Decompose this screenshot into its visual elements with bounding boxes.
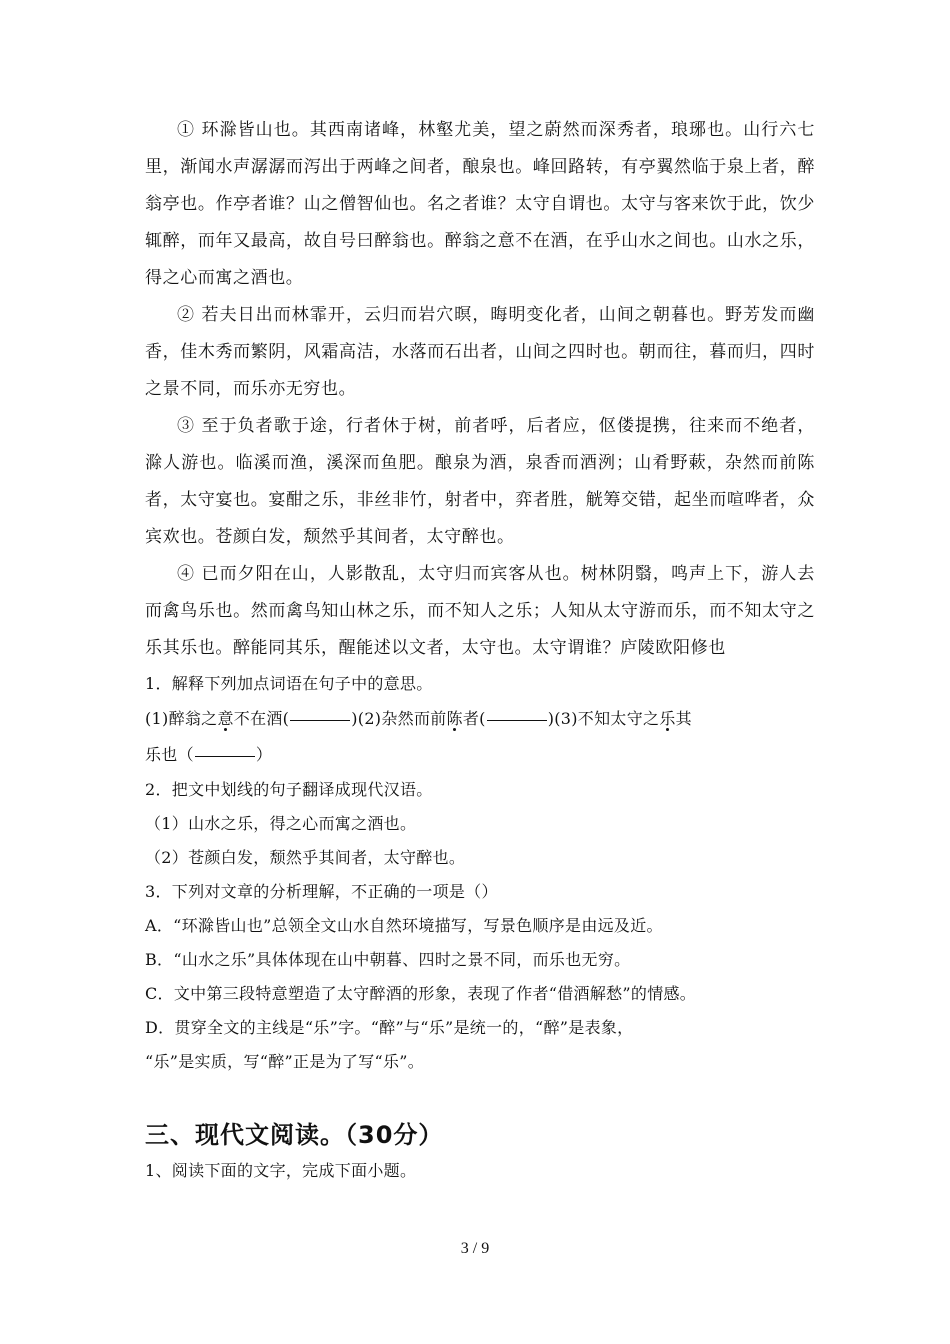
question-2-sentence-1: （1）山水之乐，得之心而寓之酒也。 <box>145 814 417 833</box>
question-3-option-c: C．文中第三段特意塑造了太守醉酒的形象，表现了作者“借酒解愁”的情感。 <box>145 984 697 1003</box>
question-3-option-d-line2: “乐”是实质，写“醉”正是为了写“乐”。 <box>145 1052 425 1071</box>
passage-paragraph-1: ① 环滁皆山也。其西南诸峰，林壑尤美，望之蔚然而深秀者，琅琊也。山行六七里，渐闻水声潺潺而泻出于两峰之间者，酿泉也。峰回路转，有亭翼然临于泉上者，醉翁亭也。作亭者谁？山之僧智仙也。名之者谁？太守自谓也。太守与客来饮于此，饮少辄醉，而年又最高，故自号曰醉翁也。醉翁之意不在酒，在乎山水之间也。山水之乐，得之心而寓之酒也。 <box>145 120 815 288</box>
section-3-title: 三、现代文阅读。（30分） <box>145 1121 444 1149</box>
document-content <box>145 112 815 1188</box>
question-3-option-d-line1: D．贯穿全文的主线是“乐”字。“醉”与“乐”是统一的，“醉”是表象， <box>145 1018 634 1037</box>
q1-c-dotted-word: 乐 <box>659 709 676 728</box>
q1-c-pre: )(3)不知太守之 <box>547 709 660 728</box>
page-number: 3 / 9 <box>460 1240 490 1257</box>
q1-b-pre: )(2)杂然而前 <box>351 709 447 728</box>
question-1-stem: 1．解释下列加点词语在句子中的意思。 <box>145 674 433 693</box>
q1-c-post: 其 <box>675 709 692 728</box>
q1-b-dotted-word: 陈 <box>446 709 463 728</box>
passage-paragraph-2: ② 若夫日出而林霏开，云归而岩穴暝，晦明变化者，山间之朝暮也。野芳发而幽香，佳木秀而繁阴，风霜高洁，水落而石出者，山间之四时也。朝而往，暮而归，四时之景不同，而乐亦无穷也。 <box>145 305 815 399</box>
question-1-items <box>145 701 815 773</box>
q1-a-dotted-word: 意 <box>217 709 234 728</box>
passage-paragraph-4: ④ 已而夕阳在山，人影散乱，太守归而宾客从也。树林阴翳，鸣声上下，游人去而禽鸟乐也。然而禽鸟知山林之乐，而不知人之乐；人知从太守游而乐，而不知太守之乐其乐也。醉能同其乐，醒能述以文者，太守也。太守谓谁？庐陵欧阳修也 <box>145 564 815 658</box>
question-2-sentence-2: （2）苍颜白发，颓然乎其间者，太守醉也。 <box>145 848 466 867</box>
question-3-option-a: A．“环滁皆山也”总领全文山水自然环境描写，写景色顺序是由远及近。 <box>145 916 663 935</box>
passage-paragraph-3: ③ 至于负者歌于途，行者休于树，前者呼，后者应，伛偻提携，往来而不绝者，滁人游也。临溪而渔，溪深而鱼肥。酿泉为酒，泉香而酒洌；山肴野蔌，杂然而前陈者，太守宴也。宴酣之乐，非丝非竹，射者中，弈者胜，觥筹交错，起坐而喧哗者，众宾欢也。苍颜白发，颓然乎其间者，太守醉也。 <box>145 416 815 547</box>
answer-blank-1[interactable] <box>290 719 350 721</box>
q1-a-post: 不在酒( <box>233 709 290 728</box>
q1-b-post: 者( <box>462 709 486 728</box>
q1-d-pre: 乐也（ <box>145 745 194 764</box>
question-2-stem: 2．把文中划线的句子翻译成现代汉语。 <box>145 780 433 799</box>
section-3-intro: 1、阅读下面的文字，完成下面小题。 <box>145 1161 417 1180</box>
answer-blank-3[interactable] <box>195 755 255 757</box>
q1-d-post: ） <box>255 745 273 764</box>
answer-blank-2[interactable] <box>487 719 547 721</box>
question-3-stem: 3．下列对文章的分析理解，不正确的一项是（） <box>145 882 498 901</box>
q1-a-pre: (1)醉翁之 <box>145 709 218 728</box>
question-3-option-b: B．“山水之乐”具体体现在山中朝暮、四时之景不同，而乐也无穷。 <box>145 950 631 969</box>
